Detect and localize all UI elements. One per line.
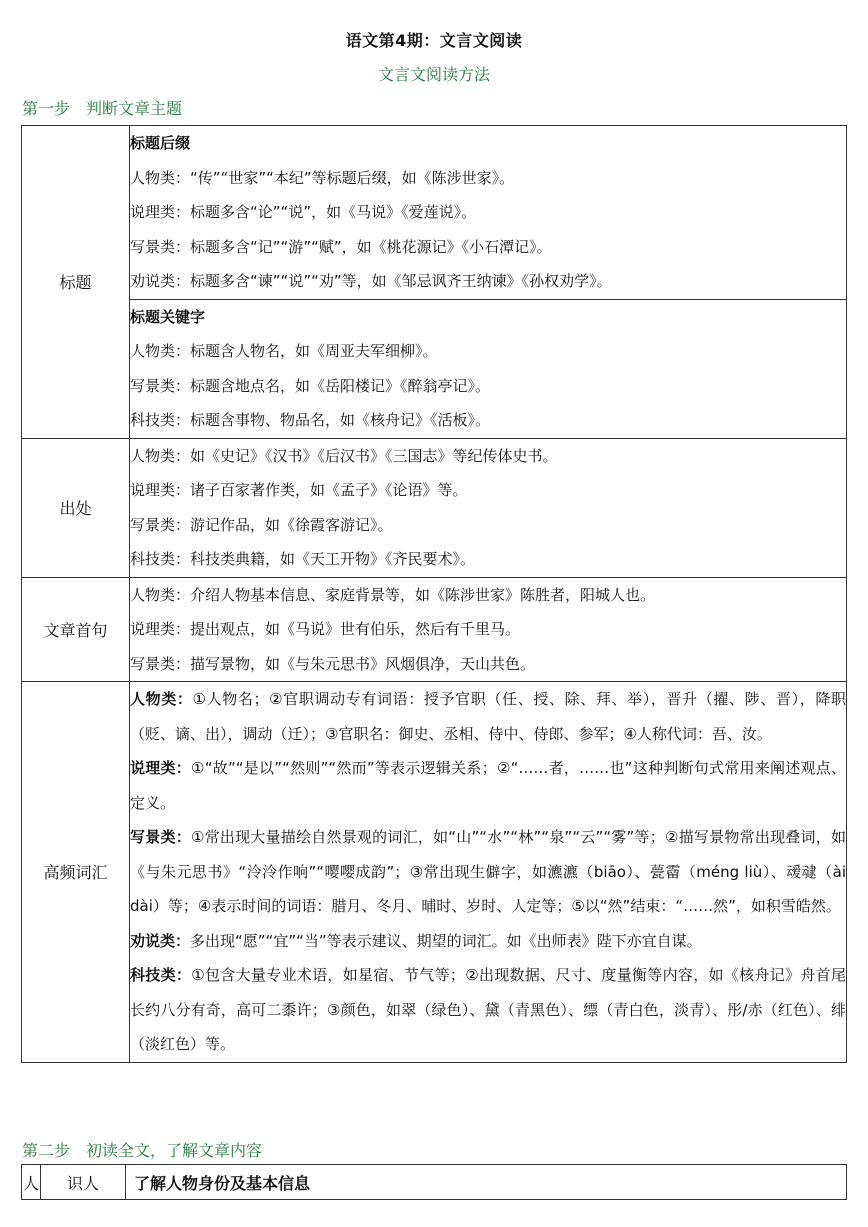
method-table xyxy=(21,125,847,1063)
vocab-body: ①常出现大量描绘自然景观的词汇，如“山”“水”“林”“泉”“云”“雾”等；②描写景物常出现叠词，如《与朱元思书》“泠泠作响”“嘤嘤成韵”；③常出现生僻字，如瀌瀌（biāo）、甍霤（méng liù）、叆叇（ài dài）等；④表示时间的词语：腊月、冬月、晡时、岁时、人定等；⑤以“然”结束：“……然”，如积雪皓然。 xyxy=(130,828,846,915)
step2-label: 第二步 xyxy=(22,1141,71,1160)
title-suffix-line: 写景类：标题多含“记”“游”“赋”，如《桃花源记》《小石潭记》。 xyxy=(130,237,552,256)
vocab-item-reasoning xyxy=(130,751,846,820)
source-line: 人物类：如《史记》《汉书》《后汉书》《三国志》等纪传体史书。 xyxy=(130,446,558,465)
vocab-head: 科技类： xyxy=(130,966,192,984)
row-title-suffix xyxy=(22,126,847,300)
step2-heading xyxy=(22,1138,262,1161)
row-label-title: 标题 xyxy=(22,126,130,439)
step2-cell-category: 人 xyxy=(22,1165,41,1200)
title-keyword-line: 人物类：标题含人物名，如《周亚夫军细柳》。 xyxy=(130,342,438,360)
title-suffix-line: 人物类：“传”“世家”“本纪”等标题后缀，如《陈涉世家》。 xyxy=(130,168,515,187)
first-sentence-cell xyxy=(130,577,847,682)
row-title-keyword xyxy=(22,299,847,438)
step2-cell-desc: 了解人物身份及基本信息 xyxy=(126,1165,847,1200)
page-title: 语文第4期：文言文阅读 xyxy=(345,31,523,50)
first-sentence-line: 说理类：提出观点，如《马说》世有伯乐，然后有千里马。 xyxy=(130,620,521,638)
row-label-first-sentence: 文章首句 xyxy=(22,577,130,682)
step1-label: 第一步 xyxy=(22,99,71,118)
vocab-cell xyxy=(130,682,847,1063)
first-sentence-line: 人物类：介绍人物基本信息、家庭背景等，如《陈涉世家》陈胜者，阳城人也。 xyxy=(130,585,656,604)
title-suffix-line: 说理类：标题多含“论”“说”，如《马说》《爱莲说》。 xyxy=(130,203,477,221)
vocab-head: 劝说类： xyxy=(130,931,191,950)
row-source xyxy=(22,438,847,577)
title-keyword-cell xyxy=(130,299,847,438)
source-line: 科技类：科技类典籍，如《天工开物》《齐民要术》。 xyxy=(130,550,476,568)
vocab-item-person xyxy=(130,682,846,751)
step1-heading xyxy=(22,96,182,119)
title-suffix-heading: 标题后缀 xyxy=(130,134,191,152)
title-suffix-cell xyxy=(130,126,847,300)
title-suffix-line: 劝说类：标题多含“谏”“说”“劝”等，如《邹忌讽齐王纳谏》《孙权劝学》。 xyxy=(130,272,612,290)
row-vocab xyxy=(22,682,847,1063)
step2-text: 初读全文，了解文章内容 xyxy=(86,1141,263,1160)
vocab-item-technology xyxy=(130,958,846,1062)
title-keyword-line: 科技类：标题含事物、物品名，如《核舟记》《活板》。 xyxy=(130,411,491,429)
vocab-head: 人物类： xyxy=(130,690,193,708)
vocab-body: 多出现“愿”“宜”“当”等表示建议、期望的词汇。如《出师表》陛下亦宜自谋。 xyxy=(190,931,702,950)
page-subtitle: 文言文阅读方法 xyxy=(377,65,490,84)
title-keyword-heading: 标题关键字 xyxy=(130,307,206,326)
source-cell xyxy=(130,438,847,577)
source-line: 说理类：诸子百家著作类，如《孟子》《论语》等。 xyxy=(130,481,468,499)
vocab-body: ①“故”“是以”“然则”“然而”等表示逻辑关系；②“……者，……也”这种判断句式常用来阐述观点、定义。 xyxy=(130,759,846,812)
vocab-body: ①包含大量专业术语，如星宿、节气等；②出现数据、尺寸、度量衡等内容，如《核舟记》舟首尾长约八分有奇，高可二黍许；③颜色，如翠（绿色）、黛（青黑色）、缥（青白色，淡青）、彤/赤（红色）、绯（淡红色）等。 xyxy=(130,966,846,1053)
step1-text: 判断文章主题 xyxy=(86,99,183,118)
vocab-body: ①人物名；②官职调动专有词语：授予官职（任、授、除、拜、举），晋升（擢、陟、晋），降职（贬、谪、出），调动（迁）；③官职名：御史、丞相、侍中、侍郎、参军；④人称代词：吾、汝。 xyxy=(130,690,846,743)
row-first-sentence xyxy=(22,577,847,682)
title-keyword-line: 写景类：标题含地点名，如《岳阳楼记》《醉翁亭记》。 xyxy=(130,376,491,395)
vocab-item-persuasion xyxy=(130,924,846,959)
row-label-source: 出处 xyxy=(22,438,130,577)
step2-cell-name: 识人 xyxy=(41,1165,126,1200)
vocab-head: 说理类： xyxy=(130,759,192,777)
row-label-vocab: 高频词汇 xyxy=(22,682,130,1063)
vocab-item-scenery xyxy=(130,820,846,924)
source-line: 写景类：游记作品，如《徐霞客游记》。 xyxy=(130,515,393,534)
vocab-head: 写景类： xyxy=(130,828,191,846)
first-sentence-line: 写景类：描写景物，如《与朱元思书》风烟俱净，天山共色。 xyxy=(130,654,536,673)
step2-row xyxy=(22,1165,847,1200)
step2-table xyxy=(21,1164,847,1200)
